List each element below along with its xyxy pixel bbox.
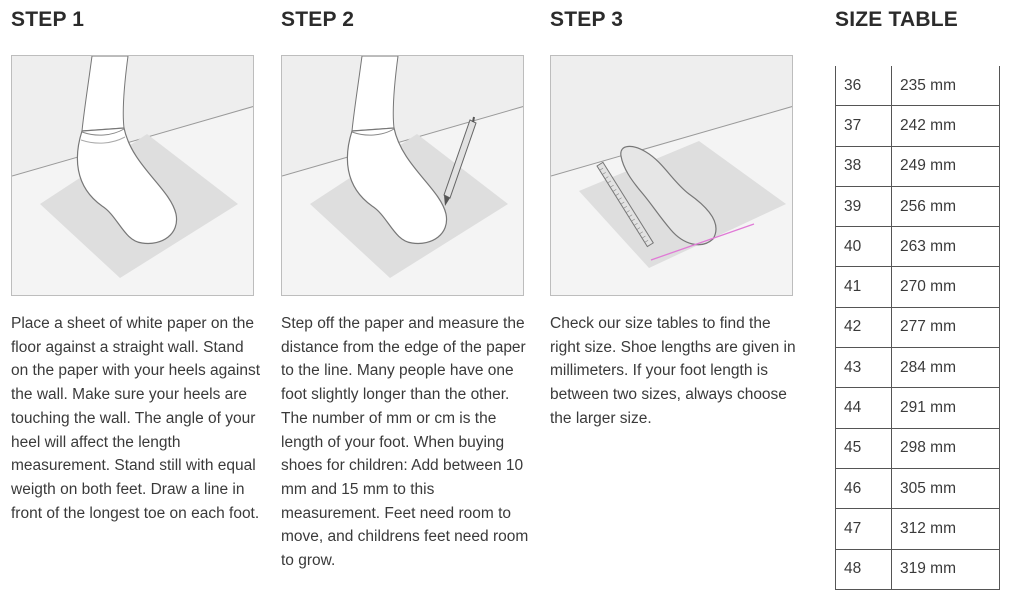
size-cell: 39 <box>836 186 892 226</box>
size-cell: 37 <box>836 106 892 146</box>
length-cell: 263 mm <box>892 227 1000 267</box>
length-cell: 319 mm <box>892 549 1000 589</box>
size-cell: 46 <box>836 468 892 508</box>
length-cell: 249 mm <box>892 146 1000 186</box>
length-cell: 291 mm <box>892 388 1000 428</box>
length-cell: 305 mm <box>892 468 1000 508</box>
length-cell: 298 mm <box>892 428 1000 468</box>
length-cell: 242 mm <box>892 106 1000 146</box>
size-row <box>836 549 1000 589</box>
size-row <box>836 509 1000 549</box>
size-table <box>835 66 1000 590</box>
step-1-illustration <box>11 55 254 296</box>
size-cell: 43 <box>836 348 892 388</box>
step-1-heading: STEP 1 <box>11 8 85 31</box>
size-cell: 45 <box>836 428 892 468</box>
step-3-heading: STEP 3 <box>550 8 624 31</box>
length-cell: 270 mm <box>892 267 1000 307</box>
size-row <box>836 468 1000 508</box>
step-3-description: Check our size tables to find the right size. Shoe lengths are given in millimeters. If your foot length is between two sizes, always choose the larger size. <box>550 315 796 427</box>
size-cell: 44 <box>836 388 892 428</box>
length-cell: 235 mm <box>892 66 1000 106</box>
size-row <box>836 227 1000 267</box>
length-cell: 312 mm <box>892 509 1000 549</box>
size-row <box>836 106 1000 146</box>
size-cell: 48 <box>836 549 892 589</box>
size-cell: 40 <box>836 227 892 267</box>
size-row <box>836 428 1000 468</box>
length-cell: 284 mm <box>892 348 1000 388</box>
step-2-illustration <box>281 55 524 296</box>
size-cell: 38 <box>836 146 892 186</box>
size-row <box>836 186 1000 226</box>
step-1-description: Place a sheet of white paper on the floor against a straight wall. Stand on the paper with your heels against the wall. Make sure your heels are touching the wall. The angle of your heel will affect the length measurement. Stand still with equal weigth on both feet. Draw a line in front of the longest toe on each foot. <box>11 315 261 522</box>
length-cell: 256 mm <box>892 186 1000 226</box>
step-2-description: Step off the paper and measure the distance from the edge of the paper to the line. Many people have one foot slightly longer than the other. The number of mm or cm is the length of your foot. When buying shoes for children: Add between 10 mm and 15 mm to this measurement. Feet need room to move, and childrens feet need room to grow. <box>281 315 529 570</box>
size-row <box>836 348 1000 388</box>
step-2-heading: STEP 2 <box>281 8 355 31</box>
size-cell: 42 <box>836 307 892 347</box>
step-3-illustration <box>550 55 793 296</box>
size-cell: 41 <box>836 267 892 307</box>
size-row <box>836 146 1000 186</box>
size-table-heading: SIZE TABLE <box>835 8 958 31</box>
size-row <box>836 267 1000 307</box>
length-cell: 277 mm <box>892 307 1000 347</box>
size-row <box>836 388 1000 428</box>
size-cell: 47 <box>836 509 892 549</box>
size-row <box>836 307 1000 347</box>
size-cell: 36 <box>836 66 892 106</box>
size-row <box>836 66 1000 106</box>
